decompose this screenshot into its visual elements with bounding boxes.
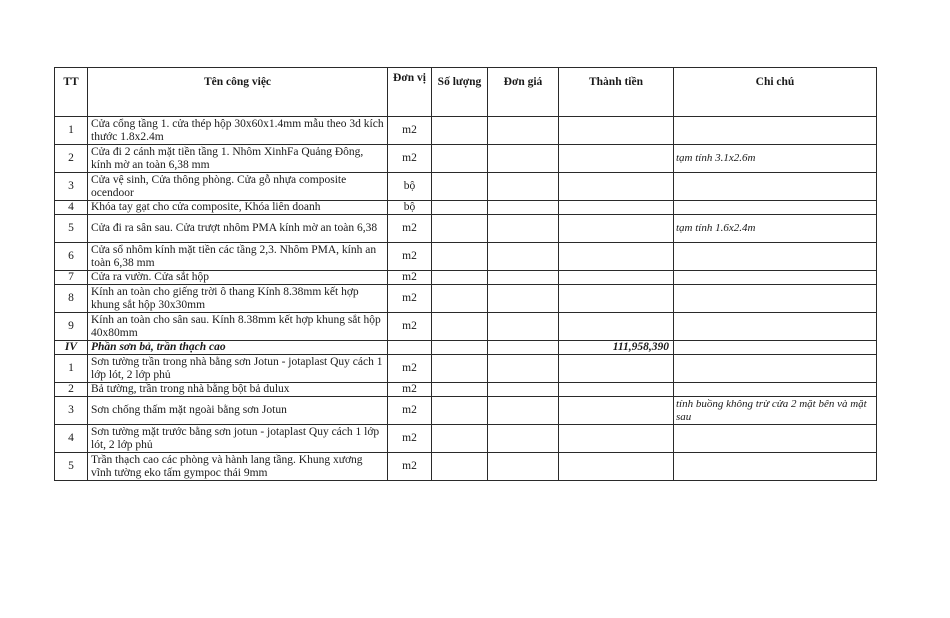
row-unit-price [488, 117, 559, 145]
row-index: 4 [55, 425, 88, 453]
row-quantity [432, 271, 488, 285]
row-unit: m2 [388, 453, 432, 481]
row-task-name: Cửa đi ra sân sau. Cửa trượt nhôm PMA kính mờ an toàn 6,38 [88, 215, 388, 243]
row-quantity [432, 383, 488, 397]
row-amount [559, 243, 674, 271]
row-note [674, 243, 877, 271]
row-quantity [432, 397, 488, 425]
row-quantity [432, 313, 488, 341]
row-task-name: Cửa cổng tầng 1. cửa thép hộp 30x60x1.4mm mẫu theo 3d kích thước 1.8x2.4m [88, 117, 388, 145]
row-index: 1 [55, 355, 88, 383]
row-unit-price [488, 355, 559, 383]
row-index: 3 [55, 173, 88, 201]
row-amount [559, 173, 674, 201]
row-amount [559, 313, 674, 341]
row-index: 9 [55, 313, 88, 341]
row-unit-price [488, 215, 559, 243]
row-note [674, 117, 877, 145]
table-row [55, 383, 877, 397]
row-amount [559, 117, 674, 145]
row-unit-price [488, 173, 559, 201]
row-unit: m2 [388, 383, 432, 397]
row-unit: bộ [388, 201, 432, 215]
row-note [674, 313, 877, 341]
row-note [674, 201, 877, 215]
row-unit-price [488, 145, 559, 173]
row-amount [559, 285, 674, 313]
row-index: 4 [55, 201, 88, 215]
table-row [55, 117, 877, 145]
row-quantity [432, 173, 488, 201]
row-task-name: Cửa vệ sinh, Cửa thông phòng. Cửa gỗ nhựa composite ocendoor [88, 173, 388, 201]
quotation-table [54, 67, 877, 481]
row-unit: m2 [388, 145, 432, 173]
table-row [55, 173, 877, 201]
header-note: Chi chú [674, 68, 877, 117]
row-unit: m2 [388, 425, 432, 453]
row-note [674, 425, 877, 453]
row-task-name: Sơn chống thấm mặt ngoài bằng sơn Jotun [88, 397, 388, 425]
quotation-table-container [54, 67, 876, 481]
row-unit: m2 [388, 285, 432, 313]
row-unit: m2 [388, 243, 432, 271]
row-index: 2 [55, 383, 88, 397]
row-quantity [432, 243, 488, 271]
row-task-name: Trần thạch cao các phòng và hành lang tầng. Khung xương vĩnh tường eko tấm gympoc thái 9mm [88, 453, 388, 481]
row-task-name: Kính an toàn cho giếng trời ô thang Kính 8.38mm kết hợp khung sắt hộp 30x30mm [88, 285, 388, 313]
row-unit-price [488, 285, 559, 313]
row-quantity [432, 453, 488, 481]
header-qty: Số lượng [432, 68, 488, 117]
row-index: 2 [55, 145, 88, 173]
table-row [55, 355, 877, 383]
row-unit: m2 [388, 313, 432, 341]
table-row [55, 313, 877, 341]
row-amount: 111,958,390 [559, 341, 674, 355]
row-note: tính buồng không trừ cửa 2 mặt bên và mặt sau [674, 397, 877, 425]
row-amount [559, 271, 674, 285]
row-index: IV [55, 341, 88, 355]
table-row [55, 271, 877, 285]
row-note [674, 341, 877, 355]
row-unit-price [488, 201, 559, 215]
table-row [55, 285, 877, 313]
table-row [55, 243, 877, 271]
row-amount [559, 355, 674, 383]
row-unit: m2 [388, 117, 432, 145]
row-unit-price [488, 383, 559, 397]
row-note [674, 453, 877, 481]
row-index: 7 [55, 271, 88, 285]
row-amount [559, 215, 674, 243]
table-row [55, 145, 877, 173]
row-amount [559, 383, 674, 397]
row-task-name: Kính an toàn cho sân sau. Kính 8.38mm kết hợp khung sắt hộp 40x80mm [88, 313, 388, 341]
row-index: 1 [55, 117, 88, 145]
row-task-name: Cửa ra vườn. Cửa sắt hộp [88, 271, 388, 285]
row-index: 5 [55, 453, 88, 481]
row-quantity [432, 285, 488, 313]
row-amount [559, 425, 674, 453]
header-tt: TT [55, 68, 88, 117]
table-row [55, 425, 877, 453]
row-quantity [432, 117, 488, 145]
row-unit-price [488, 243, 559, 271]
row-task-name: Phần sơn bả, trần thạch cao [88, 341, 388, 355]
row-quantity [432, 201, 488, 215]
row-index: 5 [55, 215, 88, 243]
table-row [55, 201, 877, 215]
header-name: Tên công việc [88, 68, 388, 117]
row-unit-price [488, 313, 559, 341]
row-note [674, 383, 877, 397]
table-body [55, 117, 877, 481]
row-note: tạm tính 1.6x2.4m [674, 215, 877, 243]
row-quantity [432, 145, 488, 173]
header-unit: Đơn vị [388, 68, 432, 117]
row-task-name: Cửa đi 2 cánh mặt tiền tầng 1. Nhôm XinhFa Quảng Đông, kính mờ an toàn 6,38 mm [88, 145, 388, 173]
row-unit-price [488, 425, 559, 453]
row-task-name: Sơn tường mặt trước bằng sơn jotun - jotaplast Quy cách 1 lớp lót, 2 lớp phủ [88, 425, 388, 453]
row-task-name: Bả tường, trần trong nhà bằng bột bả dulux [88, 383, 388, 397]
row-task-name: Sơn tường trần trong nhà bằng sơn Jotun - jotaplast Quy cách 1 lớp lót, 2 lớp phủ [88, 355, 388, 383]
row-index: 8 [55, 285, 88, 313]
table-row [55, 397, 877, 425]
header-price: Đơn giá [488, 68, 559, 117]
row-note [674, 271, 877, 285]
row-quantity [432, 341, 488, 355]
row-quantity [432, 355, 488, 383]
row-unit-price [488, 271, 559, 285]
row-unit: m2 [388, 271, 432, 285]
row-index: 6 [55, 243, 88, 271]
header-row [55, 68, 877, 117]
row-task-name: Khóa tay gạt cho cửa composite, Khóa liên doanh [88, 201, 388, 215]
row-unit-price [488, 397, 559, 425]
row-quantity [432, 425, 488, 453]
row-amount [559, 397, 674, 425]
header-total: Thành tiền [559, 68, 674, 117]
table-row [55, 215, 877, 243]
row-unit [388, 341, 432, 355]
row-note [674, 285, 877, 313]
row-unit: bộ [388, 173, 432, 201]
row-unit-price [488, 341, 559, 355]
row-quantity [432, 215, 488, 243]
row-unit: m2 [388, 215, 432, 243]
row-index: 3 [55, 397, 88, 425]
row-unit: m2 [388, 355, 432, 383]
row-unit: m2 [388, 397, 432, 425]
row-note [674, 173, 877, 201]
table-row [55, 453, 877, 481]
row-unit-price [488, 453, 559, 481]
row-amount [559, 201, 674, 215]
section-row [55, 341, 877, 355]
row-note [674, 355, 877, 383]
row-task-name: Cửa sổ nhôm kính mặt tiền các tầng 2,3. Nhôm PMA, kính an toàn 6,38 mm [88, 243, 388, 271]
row-amount [559, 453, 674, 481]
row-note: tạm tính 3.1x2.6m [674, 145, 877, 173]
row-amount [559, 145, 674, 173]
